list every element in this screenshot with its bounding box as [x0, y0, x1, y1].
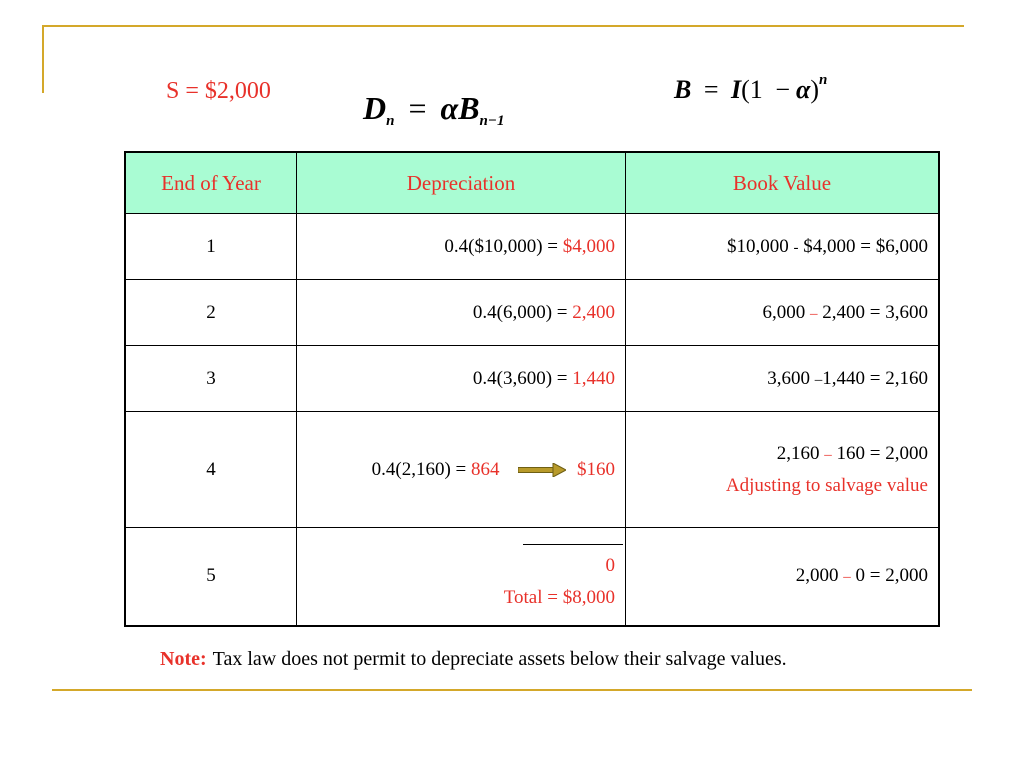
frame-top-rule: [42, 25, 964, 27]
book-deduction: 2,400: [822, 301, 866, 323]
book-equals: =: [869, 565, 881, 587]
year-cell: 2: [125, 280, 297, 346]
table-row: [125, 214, 939, 280]
book-value-formula: [674, 72, 827, 105]
book-operator: –: [824, 446, 832, 463]
book-equals: =: [869, 301, 881, 323]
book-operator: –: [814, 371, 823, 388]
year-cell: 3: [125, 346, 297, 412]
depreciation-value: 2,400: [572, 301, 615, 323]
formula-b-lhs: B: [674, 75, 692, 104]
formula-i: I: [731, 75, 742, 104]
book-equals: =: [869, 367, 881, 389]
book-result: 2,000: [885, 442, 928, 464]
formula-d-subscript: n: [386, 113, 395, 129]
depreciation-calc: 0.4($10,000) =: [444, 235, 558, 257]
book-value-cell: [626, 346, 940, 412]
adjusted-depreciation-value: $160: [577, 458, 615, 480]
depreciation-value: 864: [471, 458, 500, 480]
book-start: 2,160: [776, 442, 820, 464]
depreciation-value: $4,000: [562, 235, 615, 257]
header-depreciation: Depreciation: [297, 152, 626, 214]
footnote: [160, 648, 787, 671]
book-result: 3,600: [885, 301, 928, 323]
depreciation-value: 0: [605, 554, 615, 576]
book-deduction: 0: [855, 565, 866, 587]
book-operator: –: [843, 569, 851, 586]
depreciation-calc: 0.4(6,000) =: [472, 301, 568, 323]
frame-left-rule: [42, 25, 44, 93]
formula-minus: −: [775, 75, 790, 104]
book-operator: –: [810, 305, 818, 322]
book-equals: =: [860, 235, 871, 257]
depreciation-total: Total = $8,000: [503, 586, 615, 608]
book-value-cell: [626, 280, 940, 346]
book-result: $6,000: [875, 235, 928, 257]
table-header-row: [125, 152, 939, 214]
depreciation-cell: [297, 412, 626, 528]
depreciation-calc: 0.4(2,160) =: [371, 458, 467, 480]
depreciation-value: 1,440: [572, 367, 615, 389]
formula-exponent: n: [819, 72, 828, 88]
sum-rule: [523, 544, 623, 545]
book-equals: =: [869, 442, 881, 464]
formula-b-subscript: n−1: [479, 113, 505, 129]
year-cell: 5: [125, 528, 297, 626]
depreciation-cell: [297, 346, 626, 412]
book-result: 2,000: [885, 565, 928, 587]
book-operator: -: [793, 239, 799, 256]
formula-open-paren: (1: [741, 75, 763, 104]
note-label: Note:: [160, 648, 207, 670]
table-row: [125, 346, 939, 412]
book-deduction: 1,440: [822, 367, 866, 389]
depreciation-cell: [297, 280, 626, 346]
table-row: [125, 528, 939, 626]
formula-close-paren: ): [810, 75, 820, 104]
salvage-value-label: S = $2,000: [166, 78, 271, 104]
book-value-cell: [626, 412, 940, 528]
header-book-value: Book Value: [626, 152, 940, 214]
year-cell: 4: [125, 412, 297, 528]
book-start: $10,000: [727, 235, 789, 257]
year-cell: 1: [125, 214, 297, 280]
depreciation-table: [124, 151, 940, 627]
formula-alpha: α: [440, 90, 459, 126]
book-start: 6,000: [762, 301, 806, 323]
formula-equals: =: [408, 90, 427, 126]
salvage-adjustment-note: Adjusting to salvage value: [725, 474, 928, 496]
depreciation-cell: [297, 528, 626, 626]
formula-d: D: [363, 90, 387, 126]
frame-bottom-rule: [52, 689, 972, 691]
book-value-cell: [626, 214, 940, 280]
header-end-of-year: End of Year: [125, 152, 297, 214]
formula-b-equals: =: [703, 75, 719, 104]
right-arrow-icon: [518, 463, 566, 477]
book-start: 2,000: [795, 565, 839, 587]
depreciation-formula: [363, 90, 504, 130]
formula-b-alpha: α: [795, 75, 811, 104]
book-deduction: 160: [836, 442, 866, 464]
depreciation-calc: 0.4(3,600) =: [472, 367, 568, 389]
table-row: [125, 412, 939, 528]
book-result: 2,160: [885, 367, 928, 389]
book-start: 3,600: [767, 367, 811, 389]
book-value-cell: [626, 528, 940, 626]
book-deduction: $4,000: [803, 235, 856, 257]
depreciation-cell: [297, 214, 626, 280]
formula-b: B: [458, 90, 480, 126]
note-text: Tax law does not permit to depreciate assets below their salvage values.: [212, 648, 787, 670]
table-row: [125, 280, 939, 346]
